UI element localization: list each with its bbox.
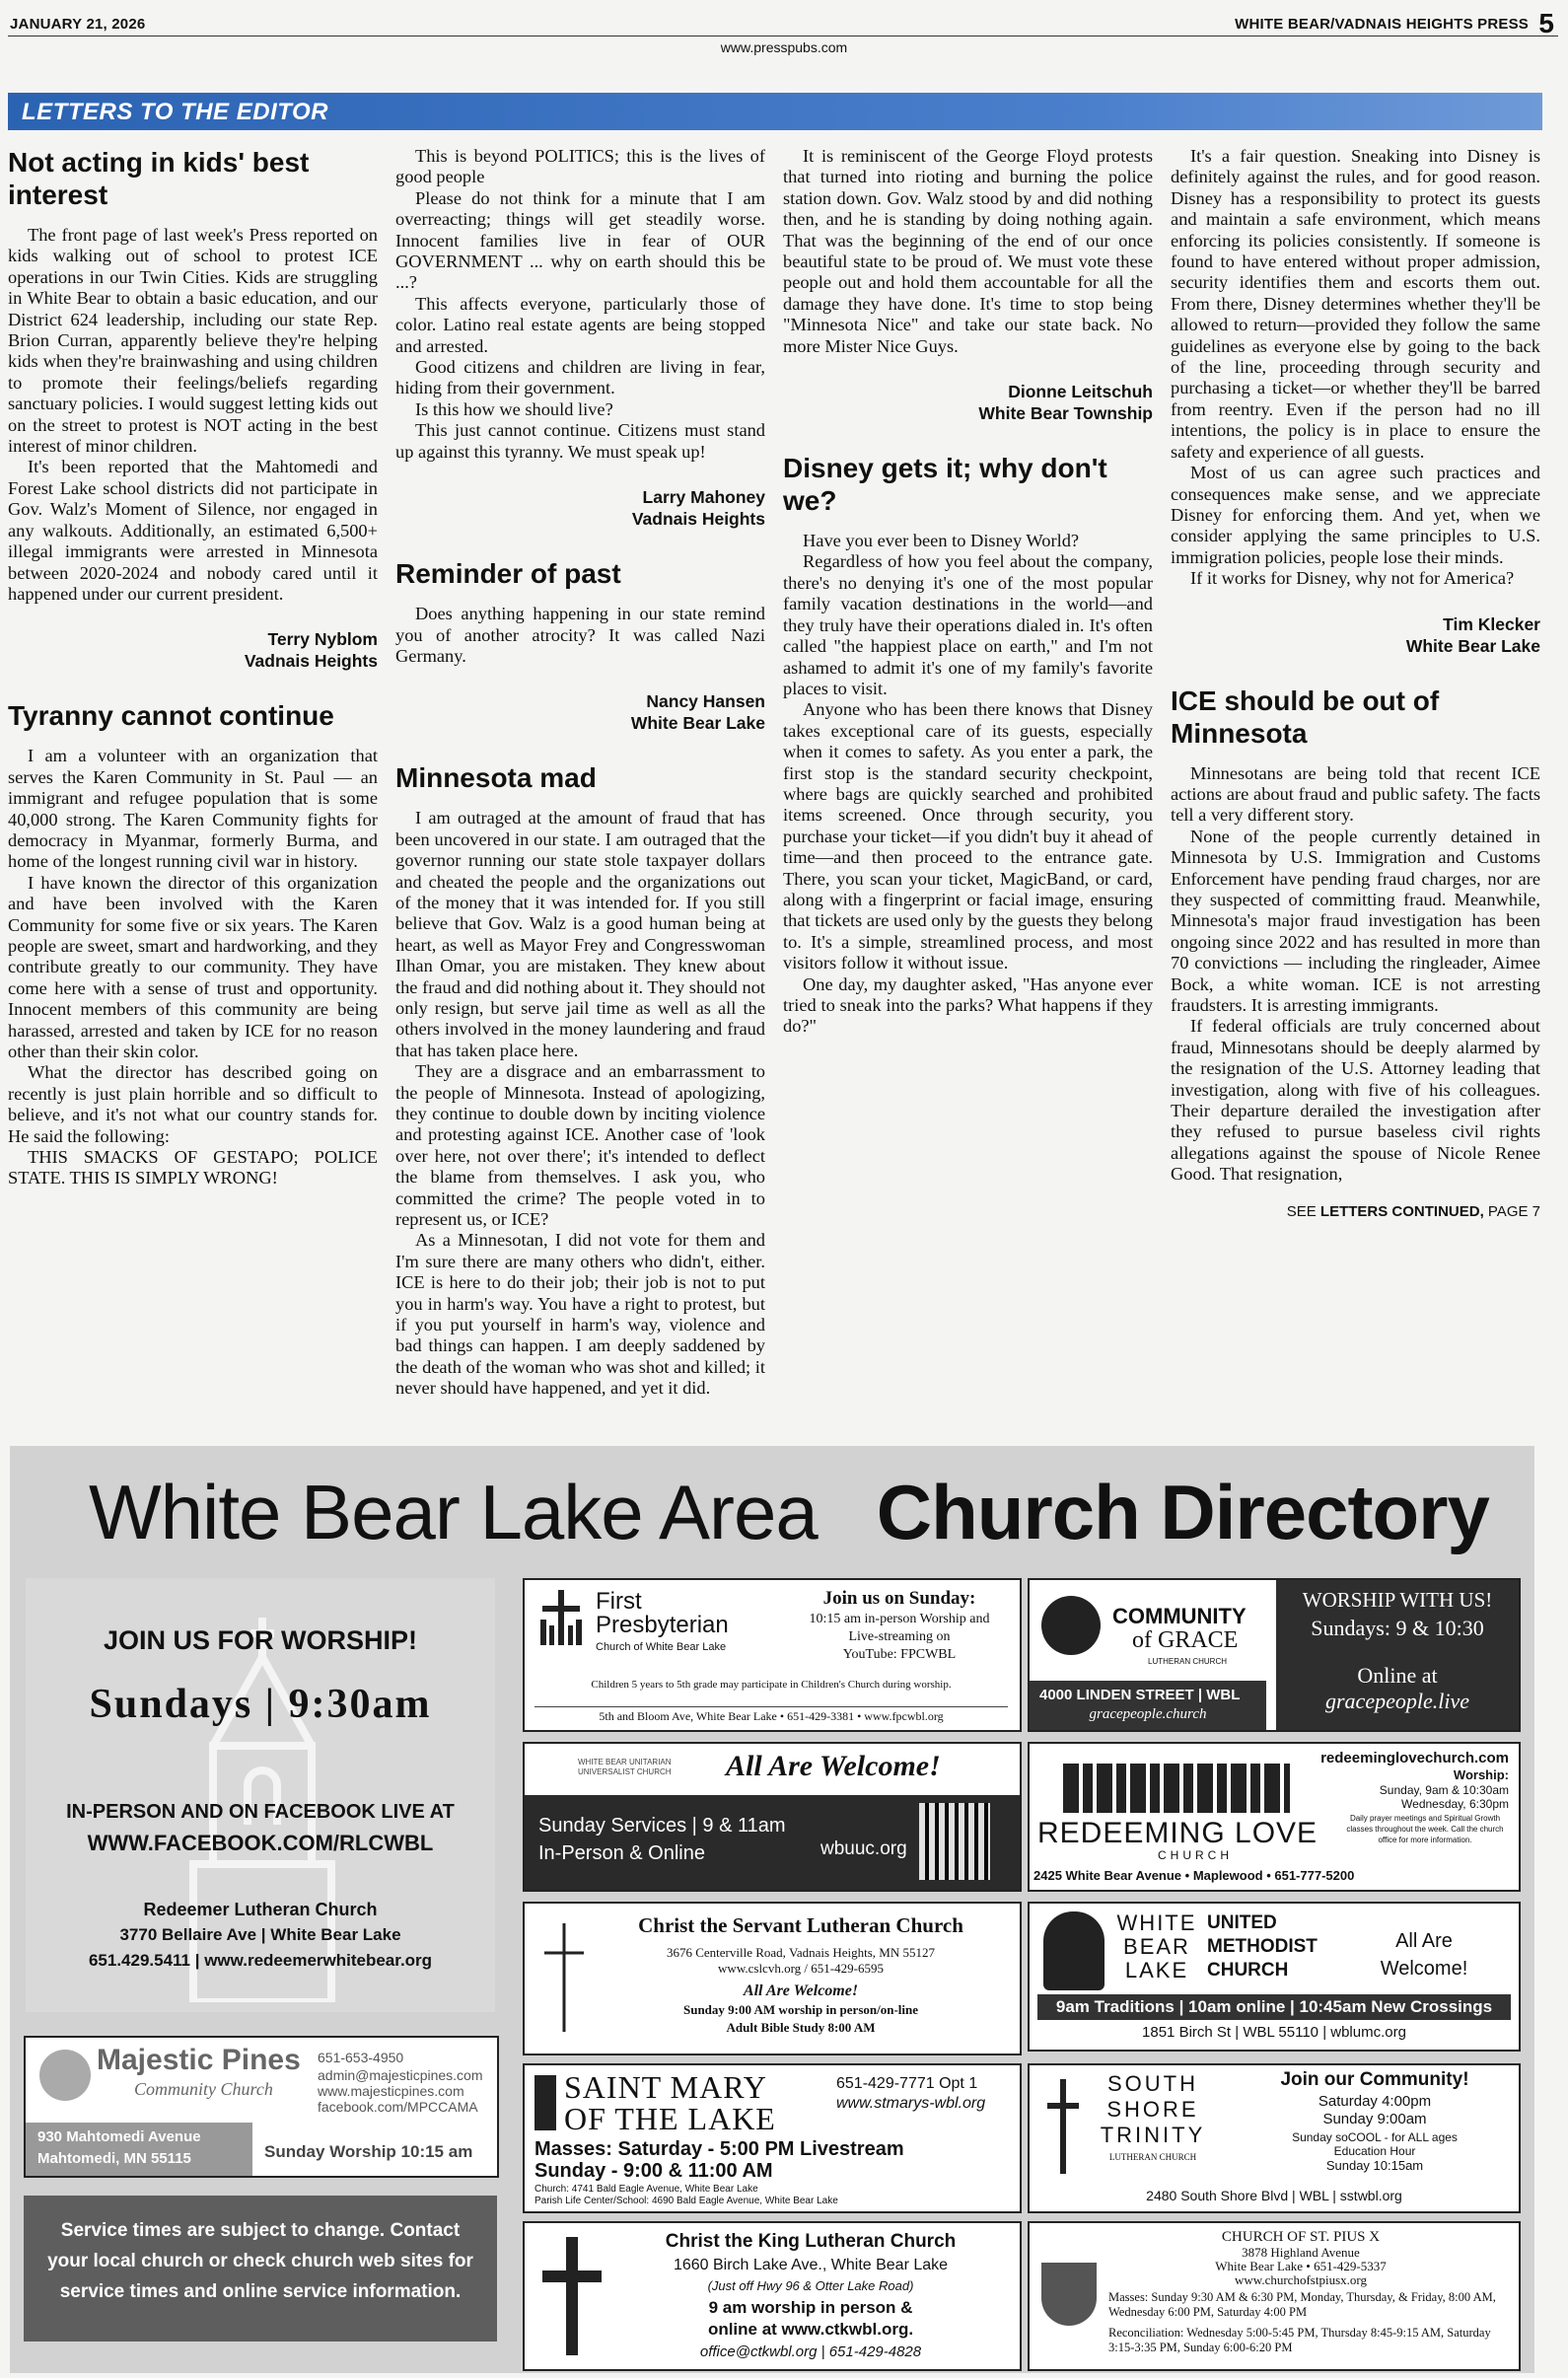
letter-paragraph: One day, my daughter asked, "Has anyone ever tried to sneak into the parks? What happens if they do?" [783,973,1153,1037]
letter-paragraph: It's a fair question. Sneaking into Disney is definitely against the rules, and for good reason. Disney has a responsibility to protect its guests and maintain a safe environment, which means enforcing its policies consistently. If someone is found to have entered without proper admission, security identifies them and escorts them out. From there, Disney determines whether they'll be allowed to return—provided they follow the same guidelines as everyone else by going to the back of the line, proceeding through security and purchasing a ticket—or whether they'll be barred from reentry. Even if the person had no ill intentions, the policy is in place to ensure the safety and experience of all guests. [1171,146,1540,462]
author-city: White Bear Lake [1405,635,1540,656]
fp-line-2: Live-streaming on [848,1629,951,1644]
letter-paragraph: Most of us can agree such practices and consequences make sense, and we appreciate Disney for enforcing them. And yet, when we consider applying the same principles to U.S. immigration policies, people lose their minds. [1171,463,1540,567]
majestic-pines-ad [24,2036,499,2178]
fp-name-2: Presbyterian [596,1612,729,1638]
st-mary-phone[interactable]: 651-429-7771 Opt 1 [836,2075,978,2092]
sst-school: Sunday soCOOL - for ALL ages [1292,2130,1458,2144]
wbuuc-small: WHITE BEAR UNITARIAN UNIVERSALIST CHURCH [578,1758,672,1776]
majestic-email[interactable]: admin@majesticpines.com [318,2067,483,2083]
ck-online[interactable]: online at www.ctkwbl.org. [707,2320,914,2339]
author-city: Vadnais Heights [244,651,378,672]
rl-note: Daily prayer meetings and Spiritual Growth classes throughout the week. Call the church office for more information. [1346,1814,1504,1844]
st-mary-parish: Parish Life Center/School: 4690 Bald Eagle Avenue, White Bear Lake [535,2196,838,2206]
majestic-address-1: 930 Mahtomedi Avenue [37,2128,201,2145]
cs-welcome: All Are Welcome! [743,1982,859,1999]
sst-sunday: Sunday 9:00am [1322,2111,1427,2127]
letter-title: Disney gets it; why don't we? [783,453,1107,517]
sst-name: SOUTH SHORE TRINITY [1100,2071,1206,2147]
letter-paragraph: It is reminiscent of the George Floyd protests that turned into rioting and burning the police station down. Gov. Walz stood by and did nothing then, and he is standing by doing nothing again. That was the beginning of the end of our once beautiful state to be proud of. We must vote these people out and hold them accountable for all the damage they have done. It's time to stop being "Minnesota Nice" and take our state back. No more Mister Nice Guys. [783,146,1153,356]
letter-paragraph: If federal officials are truly concerned about fraud, Minnesotans should be deeply alarmed by the resignation of the U.S. Attorney leading that investigation, along with five of his colleagues. Their departure derailed the investigation after they refused to pursue baseless civil rights allegations against the spouse of Nicole Renee Good. That resignation, [1171,1016,1540,1185]
letter-paragraph: This affects everyone, particularly those of color. Latino real estate agents are being stopped and arrested. [395,293,765,356]
letter-paragraph: I am a volunteer with an organization that serves the Karen Community in St. Paul — an immigrant and refugee population that is some 40,000 strong. The Karen Community fights for democracy in Myanmar, formerly Burma, and home of the longest running civil war in history. [8,746,378,872]
st-mary-logo-icon [535,2075,556,2130]
cs-address: 3676 Centerville Road, Vadnais Heights, MN 55127 [666,1945,935,1960]
majestic-sub: Community Church [134,2079,273,2099]
letter-paragraph: Does anything happening in our state remind you of another atrocity? It was called Nazi Germany. [395,604,765,666]
redeemer-name: Redeemer Lutheran Church [143,1900,378,1919]
directory-title-b: Church Directory [876,1469,1489,1555]
cs-sunday: Sunday 9:00 AM worship in person/on-line [682,2002,919,2017]
umc-times: 9am Traditions | 10am online | 10:45am New Crossings [1037,1994,1511,2020]
redeemer-address: 3770 Bellaire Ave | White Bear Lake [119,1925,401,1944]
letter-signature [395,486,765,530]
section-banner [8,93,1542,130]
pines-logo-icon [39,2050,91,2101]
letter-title: Tyranny cannot continue [8,700,334,732]
ck-note: (Just off Hwy 96 & Otter Lake Road) [707,2278,914,2293]
letter-signature [8,628,378,672]
letter-paragraph: Anyone who has been there knows that Disney takes exceptional care of its guests, especially when it comes to safety. As you enter a park, the first stop is the standard security checkpoint, where bags are quickly searched and prohibited items screened. Once through security, you purchase your ticket—if you didn't buy it ahead of time—and then proceed to the entrance gate. There, you scan your ticket, MagicBand, or card, along with a fingerprint or facial image, ensuring that tickets are used only by the guests they belong to. It's a simple, streamlined process, and most visitors follow it without issue. [783,699,1153,973]
majestic-name: Majestic Pines [97,2044,301,2076]
st-mary-church: Church: 4741 Bald Eagle Avenue, White Bear Lake [535,2184,758,2195]
letter-signature [1171,613,1540,657]
sst-sunday-2: Sunday 10:15am [1325,2158,1424,2173]
st-mary-web[interactable]: www.stmarys-wbl.org [836,2095,986,2112]
directory-title-a: White Bear Lake Area [89,1469,818,1555]
column-2 [395,146,765,1408]
redeemer-facebook[interactable]: WWW.FACEBOOK.COM/RLCWBL [87,1831,434,1855]
redeemer-live: IN-PERSON AND ON FACEBOOK LIVE AT [66,1801,455,1823]
pius-shield-icon [1041,2263,1097,2326]
first-presbyterian-ad [523,1578,1022,1732]
letter-paragraph: Regardless of how you feel about the company, there's no denying it's one of the most popular family vacation destinations in the world—and they truly have their operations dialed in. It's often called "the happiest place on earth," and I'm not ashamed to admit it's one of my family's favorite places to visit. [783,551,1153,698]
grace-time: Sundays: 9 & 10:30 [1311,1616,1484,1640]
continued-note[interactable] [1171,1201,1540,1222]
christ-servant-ad [523,1902,1022,2055]
st-mary-masses: Masses: Saturday - 5:00 PM Livestream [535,2138,904,2160]
st-mary-sunday: Sunday - 9:00 & 11:00 AM [535,2160,773,2182]
sst-saturday: Saturday 4:00pm [1318,2093,1432,2110]
grace-cross-icon [1041,1596,1101,1655]
section-title: LETTERS TO THE EDITOR [22,99,328,125]
letter-paragraph: Minnesotans are being told that recent ICE actions are about fraud and public safety. The facts tell a very different story. [1171,762,1540,826]
letter-paragraph: THIS SMACKS OF GESTAPO; POLICE STATE. THIS IS SIMPLY WRONG! [8,1147,378,1189]
grace-online-web[interactable]: gracepeople.live [1325,1689,1469,1713]
continued-page: PAGE 7 [1483,1202,1540,1220]
author-name: Terry Nyblom [267,629,378,650]
rl-sunday: Sunday, 9am & 10:30am [1379,1783,1509,1797]
cs-web[interactable]: www.cslcvh.org / 651-429-6595 [718,1961,884,1976]
letter-paragraph: This just cannot continue. Citizens must stand up against this tyranny. We must speak up! [395,420,765,462]
grace-address-bar [1030,1681,1266,1730]
author-city: White Bear Township [978,403,1153,424]
umc-sub: UNITED METHODIST CHURCH [1207,1912,1318,1981]
wbuuc-dark-area [525,1795,1020,1890]
page-number: 5 [1538,8,1554,38]
majestic-web[interactable]: www.majesticpines.com [318,2083,464,2099]
redeemer-ad [26,1578,495,2012]
fp-sub: Church of White Bear Lake [596,1641,727,1653]
author-name: Dionne Leitschuh [1008,382,1153,402]
sst-address[interactable]: 2480 South Shore Blvd | WBL | sstwbl.org [1146,2188,1402,2203]
ck-address: 1660 Birch Lake Ave., White Bear Lake [673,2257,949,2273]
paper-name: WHITE BEAR/VADNAIS HEIGHTS PRESS [1235,16,1529,33]
presbyterian-logo-icon [536,1590,586,1645]
umc-ad [1028,1902,1521,2052]
letter-paragraph: Good citizens and children are living in fear, hiding from their government. [395,357,765,398]
grace-worship-panel [1276,1580,1519,1730]
st-pius-ad [1028,2221,1521,2371]
wbuuc-ad [523,1742,1022,1892]
letter-title: ICE should be out of Minnesota [1171,685,1440,749]
sst-edu: Education Hour [1333,2144,1416,2158]
rl-address[interactable]: 2425 White Bear Avenue • Maplewood • 651-777-5200 [1033,1868,1355,1883]
author-city: Vadnais Heights [631,509,765,530]
issue-date: JANUARY 21, 2026 [10,16,146,33]
grace-online: Online at [1357,1663,1438,1688]
rl-wednesday: Wednesday, 6:30pm [1401,1797,1509,1811]
letter-paragraph: I have known the director of this organization and have been involved with the Karen Community for some five or six years. The Karen people are sweet, smart and hardworking, and they contribute greatly to our community. They have come here with a sense of trust and opportunity. Innocent members of this community are being harassed, arrested and taken by ICE for no reason other than their skin color. [8,872,378,1061]
grace-name-1: COMMUNITY [1112,1604,1247,1628]
fp-join: Join us on Sunday: [822,1588,976,1609]
umc-welcome: All Are Welcome! [1380,1930,1468,1980]
fp-kids: Children 5 years to 5th grade may participate in Children's Church during worship. [591,1679,952,1691]
sst-sub: LUTHERAN CHURCH [1108,2152,1197,2162]
grace-address: 4000 LINDEN STREET | WBL [1039,1687,1241,1703]
majestic-address-2: Mahtomedi, MN 55115 [37,2150,191,2167]
sst-join: Join our Community! [1280,2069,1469,2090]
umc-logo-icon [1043,1911,1105,1990]
pius-address: 3878 Highland Avenue [1242,2245,1360,2260]
umc-address[interactable]: 1851 Birch St | WBL 55110 | wblumc.org [1142,2024,1406,2041]
cs-bible: Adult Bible Study 8:00 AM [726,2020,876,2035]
letter-title: Minnesota mad [395,762,597,794]
column-4 [1171,146,1540,1408]
redeemer-join: JOIN US FOR WORSHIP! [103,1625,417,1655]
pius-city: White Bear Lake • 651-429-5337 [1215,2259,1387,2273]
cross-icon [544,1923,584,2032]
city-skyline-icon [1063,1764,1290,1813]
pius-reconciliation: Reconciliation: Wednesday 5:00-5:45 PM, Thursday 8:45-9:15 AM, Saturday 3:15-3:35 PM, Sunday 6:00-6:20 PM [1108,2326,1491,2354]
rl-worship: Worship: [1453,1767,1509,1782]
author-name: Larry Mahoney [642,487,765,508]
rl-web[interactable]: redeeminglovechurch.com [1320,1750,1509,1766]
fp-name-1: First [596,1588,642,1615]
majestic-phone[interactable]: 651-653-4950 [318,2050,404,2065]
letter-signature [395,690,765,734]
redeemer-phone[interactable]: 651.429.5411 | www.redeemerwhitebear.org [88,1951,433,1970]
pius-name: CHURCH OF ST. PIUS X [1221,2229,1381,2245]
pius-web[interactable]: www.churchofstpiusx.org [1235,2272,1367,2287]
author-city: White Bear Lake [630,713,765,734]
letter-paragraph: Is this how we should live? [415,398,613,419]
rl-name: REDEEMING LOVE [1037,1817,1319,1849]
rl-sub: CHURCH [1158,1848,1233,1862]
service-notice [24,2196,497,2342]
letter-paragraph: What the director has described going on recently is just plain horrible and so difficult to believe, and it's not what our country stands for. He said the following: [8,1062,378,1146]
ck-name: Christ the King Lutheran Church [665,2231,957,2252]
majestic-address-block [26,2123,252,2176]
letter-paragraph: They are a disgrace and an embarrassment to the people of Minnesota. Instead of apologizing, they continue to double down by inciting violence and protesting against ICE. Another case of 'look over here, not over there'; it's intended to deflect the blame from themselves. I ask you, who committed the crime? The people voted in to represent us, or ICE? [395,1061,765,1230]
redeemer-time: Sundays | 9:30am [89,1682,432,1727]
fp-address[interactable]: 5th and Bloom Ave, White Bear Lake • 651-429-3381 • www.fpcwbl.org [535,1706,1008,1724]
letter-signature [783,381,1153,424]
grace-sub: LUTHERAN CHURCH [1148,1657,1228,1666]
wbuuc-welcome: All Are Welcome! [726,1750,941,1782]
column-1 [8,146,378,1408]
umc-name: WHITE BEAR LAKE [1116,1910,1197,1982]
letter-title: Reminder of past [395,558,621,590]
letter-paragraph: Please do not think for a minute that I am overreacting; things will get steadily worse. Innocent families live in fear of OUR GOVERNMENT ... why on earth should this be ...? [395,187,765,293]
site-url[interactable]: www.presspubs.com [720,39,848,55]
st-mary-name-2: OF THE LAKE [564,2101,776,2136]
letter-paragraph: The front page of last week's Press reported on kids walking out of school to protest ICE operations in our Twin Cities. Kids are struggling in White Bear to obtain a basic education, and our District 624 leadership, including our state Rep. Brion Curran, apparently believe they're helping kids when they're brainwashing and using children to promote their feelings/beliefs regarding sanctuary policies. I would suggest letting kids out on the street to protest is NOT acting in the best interest of minor children. [8,225,378,457]
column-3 [783,146,1153,1408]
south-shore-cross-icon [1043,2079,1083,2174]
south-shore-ad [1028,2063,1521,2213]
st-mary-name-1: SAINT MARY [564,2069,767,2105]
wbuuc-mode: In-Person & Online [538,1842,705,1864]
directory-title [89,1468,1489,1557]
letter-paragraph: As a Minnesotan, I did not vote for them and I'm sure there are many others who didn't, either. ICE is here to do their job; their job is not to put you in harm's way. You have a right to protest, but if you put yourself in harm's way, violence and bad things can happen. I am deeply saddened by the death of the woman who was shot and killed; it never should have happened, and yet it did. [395,1230,765,1399]
grace-name-2: of GRACE [1132,1627,1239,1653]
grace-web[interactable]: gracepeople.church [1089,1706,1207,1722]
wbuuc-web[interactable]: wbuuc.org [820,1838,907,1859]
majestic-facebook[interactable]: facebook.com/MPCCAMA [318,2099,478,2115]
letter-paragraph: I am outraged at the amount of fraud that has been uncovered in our state. I am outraged that the governor running our state stole taxpayer dollars and cheated the people and the organizations out of the money that it was intended for. If you still believe that Gov. Walz is a good human being at heart, as well as Mayor Frey and Congresswoman Ilhan Omar, you are mistaken. They knew about the fraud and did nothing about it. They should not only resign, but serve jail time as well as all the others involved in the money laundering and fraud that has taken place here. [395,808,765,1060]
christ-king-cross-icon [542,2237,602,2355]
redeeming-love-ad [1028,1742,1521,1892]
letter-paragraph: This is beyond POLITICS; this is the lives of good people [395,146,765,187]
cs-name: Christ the Servant Lutheran Church [638,1913,963,1937]
pius-masses: Masses: Sunday 9:30 AM & 6:30 PM, Monday, Thursday, & Friday, 8:00 AM, Wednesday 6:00 PM, Saturday 4:00 PM [1108,2290,1496,2319]
continued-label: LETTERS CONTINUED, [1319,1202,1484,1220]
ck-contact[interactable]: office@ctkwbl.org | 651-429-4828 [699,2343,922,2360]
author-name: Nancy Hansen [646,691,765,712]
letter-paragraph: Have you ever been to Disney World? [803,531,1080,551]
qr-code-icon[interactable] [919,1803,990,1880]
fp-line-3: YouTube: FPCWBL [842,1647,957,1662]
christ-king-ad [523,2221,1022,2371]
author-name: Tim Klecker [1443,613,1540,634]
st-mary-ad [523,2063,1022,2213]
fp-line-1: 10:15 am in-person Worship and [809,1612,990,1626]
majestic-worship: Sunday Worship 10:15 am [264,2142,473,2161]
service-notice-text: Service times are subject to change. Contact your local church or check church web sites for service times and online service information. [47,2220,473,2302]
ck-worship: 9 am worship in person & [708,2298,913,2317]
letter-paragraph: None of the people currently detained in Minnesota by U.S. Immigration and Customs Enforcement have pending fraud charges, nor are they suspected of committing fraud. Meanwhile, Minnesota's major fraud investigation has been ongoing since 2022 and has resulted in more than 70 convictions — including the ringleader, Aimee Bock, a white woman. ICE is not arresting fraudsters. It is arresting immigrants. [1171,826,1540,1015]
grace-worship: WORSHIP WITH US! [1302,1588,1493,1612]
continued-prefix: SEE [1286,1202,1320,1220]
letter-paragraph: It's been reported that the Mahtomedi and Forest Lake school districts did not participate in Gov. Walz's Moment of Silence, nor engaged in any walkouts. Additionally, an estimated 6,500+ illegal immigrants were arrested in Minnesota between 2020-2024 and nobody cared until it happened under our current president. [8,457,378,604]
letter-paragraph: If it works for Disney, why not for America? [1190,568,1515,589]
letter-title: Not acting in kids' best interest [8,147,310,210]
community-grace-ad [1028,1578,1521,1732]
wbuuc-services: Sunday Services | 9 & 11am [538,1815,786,1837]
